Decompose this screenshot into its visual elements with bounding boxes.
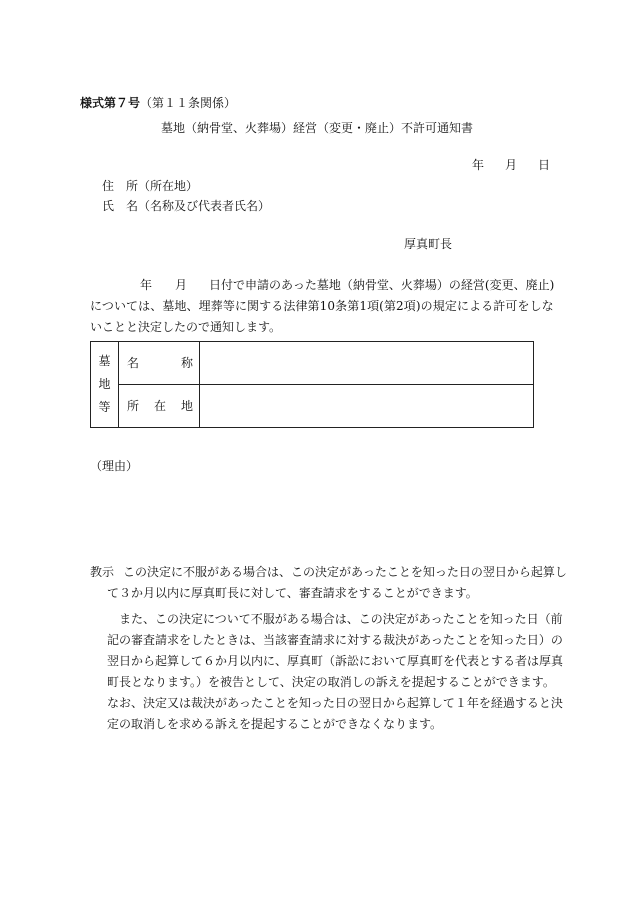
form-reference: （第１１条関係） (140, 96, 237, 110)
instruction-p2-line-3: 翌日から起算して６か月以内に、厚真町（訴訟において厚真町を代表とする者は厚真 (107, 654, 564, 668)
label-location (119, 385, 200, 428)
label-location-char: 所 (127, 399, 140, 413)
instruction-p2-line-4: 町長となります。）を被告として、決定の取消しの訴えを提起することができます。 (107, 675, 555, 689)
label-location-char: 在 (154, 399, 167, 413)
date-month: 月 (505, 158, 518, 172)
instruction-p2-line-1: また、この決定について不服がある場合は、この決定があったことを知った日（前 (119, 612, 563, 626)
form-number-text: 様式第７号 (80, 96, 141, 110)
issuer: 厚真町長 (404, 237, 453, 251)
date-day: 日 (538, 158, 551, 172)
document-title: 墓地（納骨堂、火葬場）経営（変更・廃止）不許可通知書 (161, 121, 474, 135)
label-name-char: 称 (181, 356, 194, 370)
instruction-p2-line-6: 定の取消しを求める訴えを提起することができなくなります。 (107, 717, 443, 731)
reason-label: （理由） (90, 459, 139, 473)
body-line-3: いことと決定したので通知します。 (90, 320, 282, 334)
label-name-char: 名 (127, 356, 140, 370)
value-location[interactable] (200, 385, 534, 428)
recipient-address-label: 住 所（所在地） (102, 179, 199, 193)
label-location-char: 地 (181, 399, 194, 413)
instruction-heading: 教示 (90, 565, 115, 579)
instruction-p2-line-2: 記の審査請求をしたときは、当該審査請求に対する裁決があったことを知った日）の (107, 633, 563, 647)
table-side-header (91, 342, 119, 428)
side-char: 地 (98, 377, 111, 391)
body-year: 年 (140, 278, 153, 292)
body-line-1: 日付で申請のあった墓地（納骨堂、火葬場）の経営(変更、廃止) (209, 278, 555, 292)
body-month: 月 (175, 278, 188, 292)
form-number (80, 97, 236, 109)
date-year: 年 (472, 158, 485, 172)
instruction-p1-line-1: この決定に不服がある場合は、この決定があったことを知った日の翌日から起算し (123, 565, 567, 579)
body-line-2: については、墓地、埋葬等に関する法律第10条第1項(第2項)の規定による許可をしな (90, 299, 554, 313)
cemetery-info-table (90, 341, 534, 428)
value-name[interactable] (200, 342, 534, 385)
instruction-p1-line-2: て３か月以内に厚真町長に対して、審査請求をすることができます。 (107, 586, 478, 600)
side-char: 等 (98, 400, 111, 414)
label-name (119, 342, 200, 385)
instruction-p2-line-5: なお、決定又は裁決があったことを知った日の翌日から起算して１年を経過すると決 (107, 696, 563, 710)
recipient-name-label: 氏 名（名称及び代表者氏名） (102, 199, 271, 213)
side-char: 墓 (98, 354, 111, 368)
